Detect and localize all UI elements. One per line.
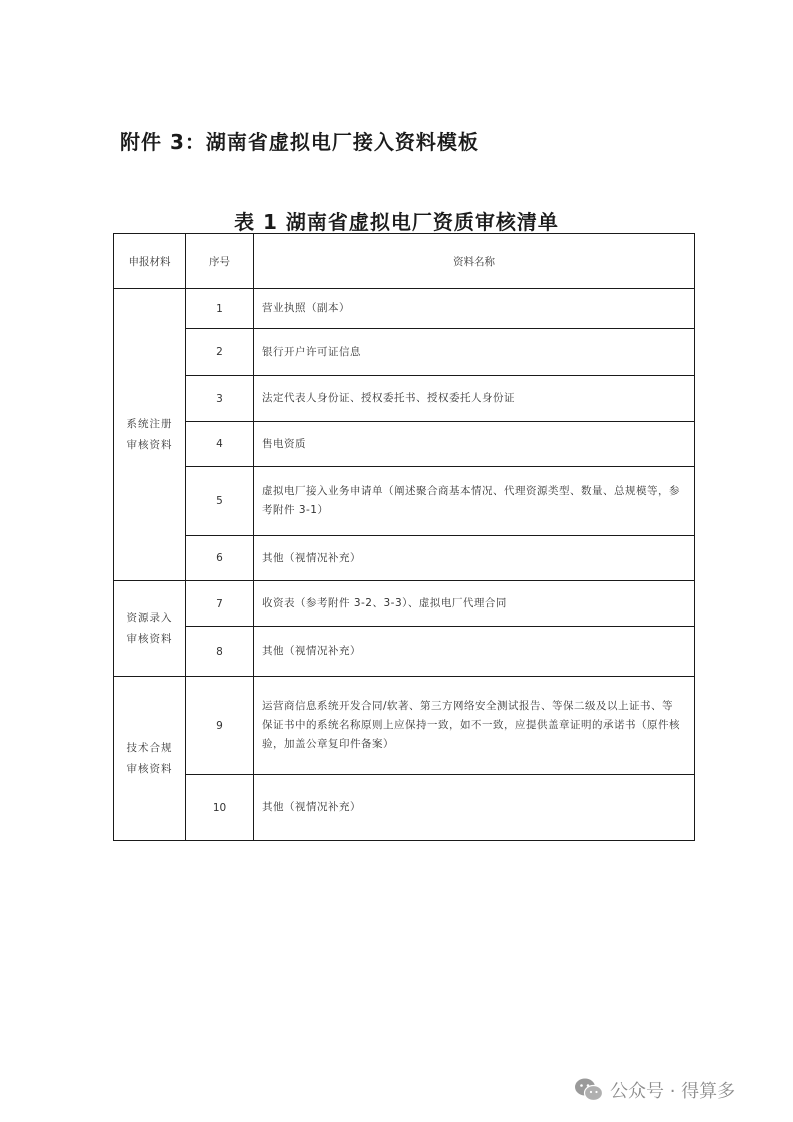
- table-row: [114, 329, 695, 376]
- document-name: 其他（视情况补充）: [254, 536, 695, 581]
- header-number: 序号: [186, 234, 254, 289]
- category-cell-registration: [114, 289, 186, 581]
- page-heading: 附件 3：湖南省虚拟电厂接入资料模板: [120, 130, 479, 154]
- document-name: 其他（视情况补充）: [254, 627, 695, 677]
- table-row: [114, 775, 695, 841]
- table-row: [114, 376, 695, 422]
- row-number: 4: [186, 422, 254, 467]
- category-line: 审核资料: [126, 632, 173, 645]
- category-line: 资源录入: [126, 611, 173, 624]
- table-header-row: [114, 234, 695, 289]
- row-number: 3: [186, 376, 254, 422]
- document-name: 售电资质: [254, 422, 695, 467]
- header-category: 申报材料: [114, 234, 186, 289]
- table-row: [114, 581, 695, 627]
- category-line: 技术合规: [126, 741, 173, 754]
- row-number: 9: [186, 677, 254, 775]
- category-line: 审核资料: [126, 762, 173, 775]
- row-number: 2: [186, 329, 254, 376]
- document-name: 法定代表人身份证、授权委托书、授权委托人身份证: [254, 376, 695, 422]
- table-title: 表 1 湖南省虚拟电厂资质审核清单: [234, 210, 559, 234]
- qualification-review-table: [113, 233, 695, 841]
- table-row: [114, 536, 695, 581]
- row-number: 7: [186, 581, 254, 627]
- document-name: 营业执照（副本）: [254, 289, 695, 329]
- header-document-name: 资料名称: [254, 234, 695, 289]
- table-row: [114, 422, 695, 467]
- row-number: 8: [186, 627, 254, 677]
- row-number: 6: [186, 536, 254, 581]
- row-number: 1: [186, 289, 254, 329]
- wechat-icon: [574, 1077, 604, 1103]
- document-name: 虚拟电厂接入业务申请单（阐述聚合商基本情况、代理资源类型、数量、总规模等，参考附件 3-1）: [254, 467, 695, 536]
- wechat-watermark: [574, 1077, 735, 1103]
- category-cell-resource-entry: [114, 581, 186, 677]
- category-line: 系统注册: [126, 417, 173, 430]
- document-name: 其他（视情况补充）: [254, 775, 695, 841]
- table-row: [114, 467, 695, 536]
- category-cell-technical-compliance: [114, 677, 186, 841]
- row-number: 5: [186, 467, 254, 536]
- table-row: [114, 289, 695, 329]
- watermark-text: 公众号 · 得算多: [610, 1081, 736, 1102]
- row-number: 10: [186, 775, 254, 841]
- category-line: 审核资料: [126, 438, 173, 451]
- table-row: [114, 677, 695, 775]
- document-name: 收资表（参考附件 3-2、3-3）、虚拟电厂代理合同: [254, 581, 695, 627]
- document-name: 银行开户许可证信息: [254, 329, 695, 376]
- table-row: [114, 627, 695, 677]
- document-name: 运营商信息系统开发合同/软著、第三方网络安全测试报告、等保二级及以上证书、等保证书中的系统名称原则上应保持一致，如不一致，应提供盖章证明的承诺书（原件核验，加盖公章复印件备案）: [254, 677, 695, 775]
